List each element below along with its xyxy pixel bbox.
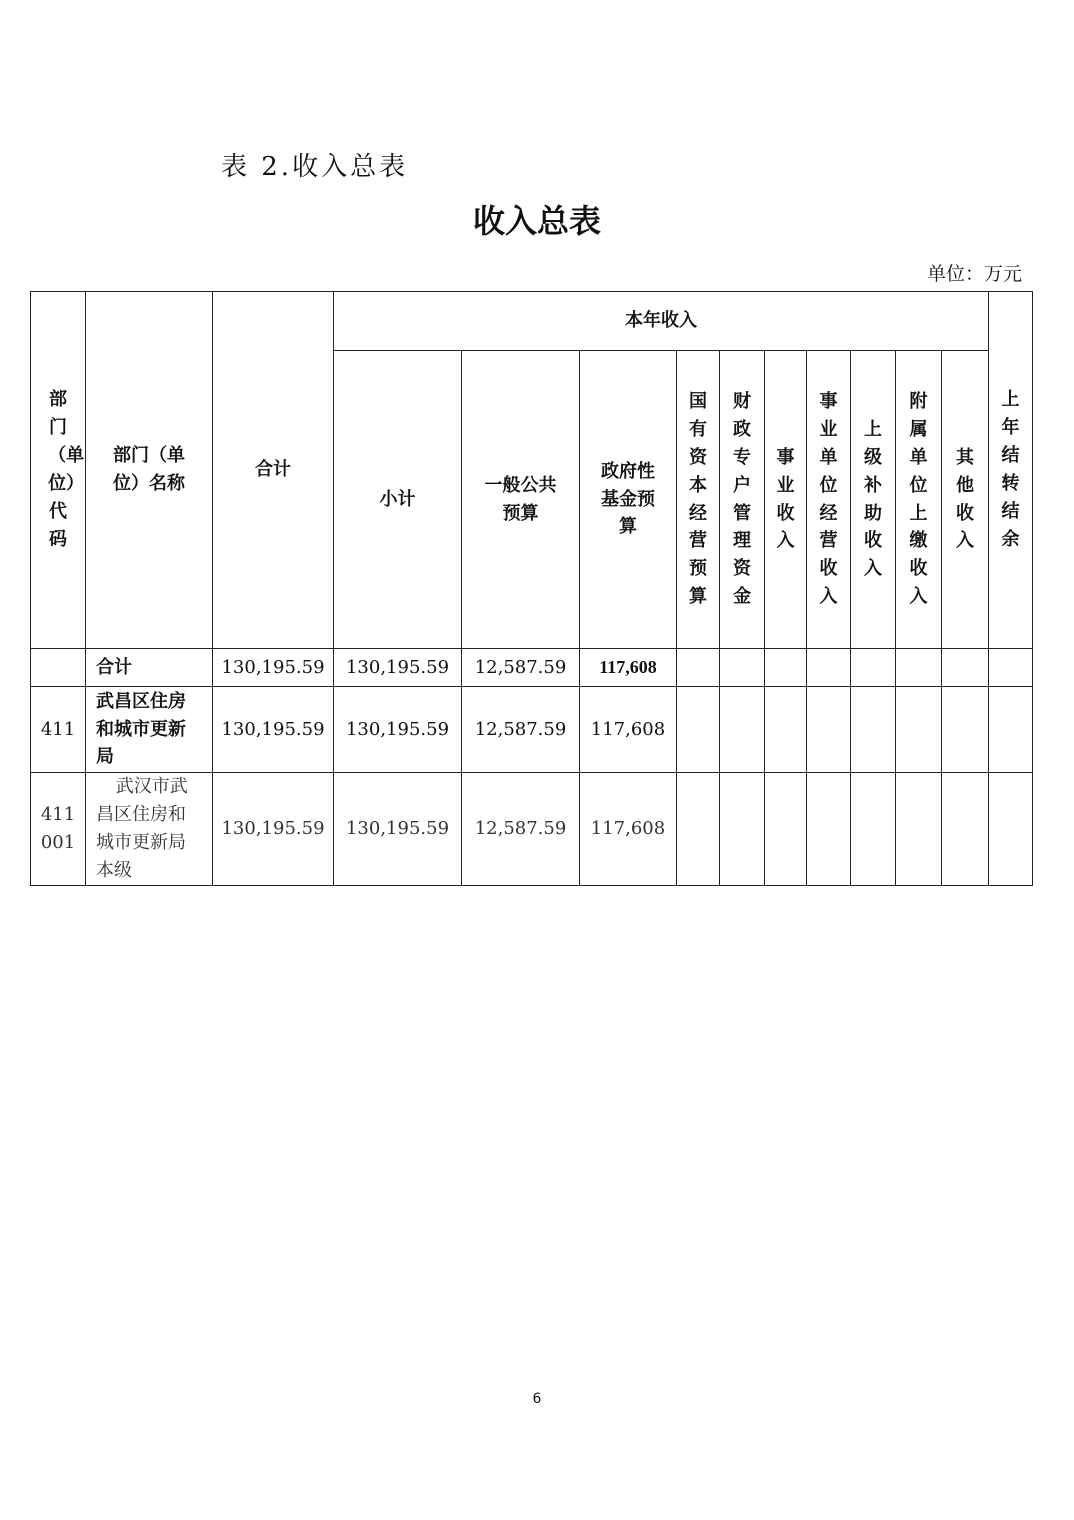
cell-empty	[896, 773, 942, 886]
cell-empty	[851, 773, 896, 886]
header-last-year-carryover: 上年结转结余	[989, 292, 1033, 649]
header-code: 部门（单位）代码	[31, 292, 86, 649]
cell-empty	[942, 649, 989, 687]
cell-gov-fund-budget: 117,608	[580, 649, 677, 687]
cell-empty	[720, 649, 765, 687]
header-fiscal-special-funds: 财政专户管理资金	[720, 351, 765, 649]
header-superior-subsidy-income: 上级补助收入	[851, 351, 896, 649]
cell-total: 130,195.59	[213, 687, 334, 773]
page-title: 收入总表	[472, 202, 601, 240]
header-current-year-income: 本年收入	[334, 292, 989, 351]
cell-empty	[896, 649, 942, 687]
cell-empty	[807, 773, 851, 886]
cell-general-budget: 12,587.59	[462, 687, 580, 773]
header-business-unit-operating-income: 事业单位经营收入	[807, 351, 851, 649]
cell-empty	[765, 649, 807, 687]
cell-gov-fund-budget: 117,608	[580, 687, 677, 773]
cell-empty	[720, 773, 765, 886]
cell-empty	[677, 687, 720, 773]
page-number: 6	[532, 1391, 542, 1407]
cell-empty	[765, 687, 807, 773]
cell-general-budget: 12,587.59	[462, 649, 580, 687]
cell-code	[31, 649, 86, 687]
cell-gov-fund-budget: 117,608	[580, 773, 677, 886]
cell-code: 411	[31, 687, 86, 773]
table-row	[31, 773, 1033, 886]
cell-empty	[807, 687, 851, 773]
table-row	[31, 649, 1033, 687]
cell-subtotal: 130,195.59	[334, 649, 462, 687]
cell-subtotal: 130,195.59	[334, 687, 462, 773]
cell-empty	[989, 773, 1033, 886]
header-affiliated-unit-turnover-income: 附属单位上缴收入	[896, 351, 942, 649]
cell-name: 合计	[86, 649, 213, 687]
cell-name: 武昌区住房和城市更新局	[86, 687, 213, 773]
header-gov-fund-budget: 政府性基金预算	[580, 351, 677, 649]
cell-empty	[989, 687, 1033, 773]
cell-empty	[896, 687, 942, 773]
header-general-budget: 一般公共预算	[462, 351, 580, 649]
header-total: 合计	[213, 292, 334, 649]
income-summary-table	[30, 291, 1033, 886]
header-other-income: 其他收入	[942, 351, 989, 649]
header-subtotal: 小计	[334, 351, 462, 649]
cell-general-budget: 12,587.59	[462, 773, 580, 886]
cell-total: 130,195.59	[213, 649, 334, 687]
header-business-income: 事业收入	[765, 351, 807, 649]
cell-empty	[720, 687, 765, 773]
cell-code: 411001	[31, 773, 86, 886]
unit-label: 单位：万元	[926, 263, 1022, 285]
cell-empty	[989, 649, 1033, 687]
cell-empty	[807, 649, 851, 687]
header-state-capital-budget: 国有资本经营预算	[677, 351, 720, 649]
cell-empty	[942, 687, 989, 773]
table-caption: 表 2.收入总表	[221, 152, 409, 182]
cell-empty	[677, 649, 720, 687]
table-row	[31, 687, 1033, 773]
cell-empty	[942, 773, 989, 886]
header-name: 部门（单位）名称	[86, 292, 213, 649]
cell-empty	[765, 773, 807, 886]
cell-name: 武汉市武昌区住房和城市更新局本级	[86, 773, 213, 886]
cell-empty	[851, 649, 896, 687]
cell-subtotal: 130,195.59	[334, 773, 462, 886]
cell-empty	[677, 773, 720, 886]
cell-total: 130,195.59	[213, 773, 334, 886]
cell-empty	[851, 687, 896, 773]
